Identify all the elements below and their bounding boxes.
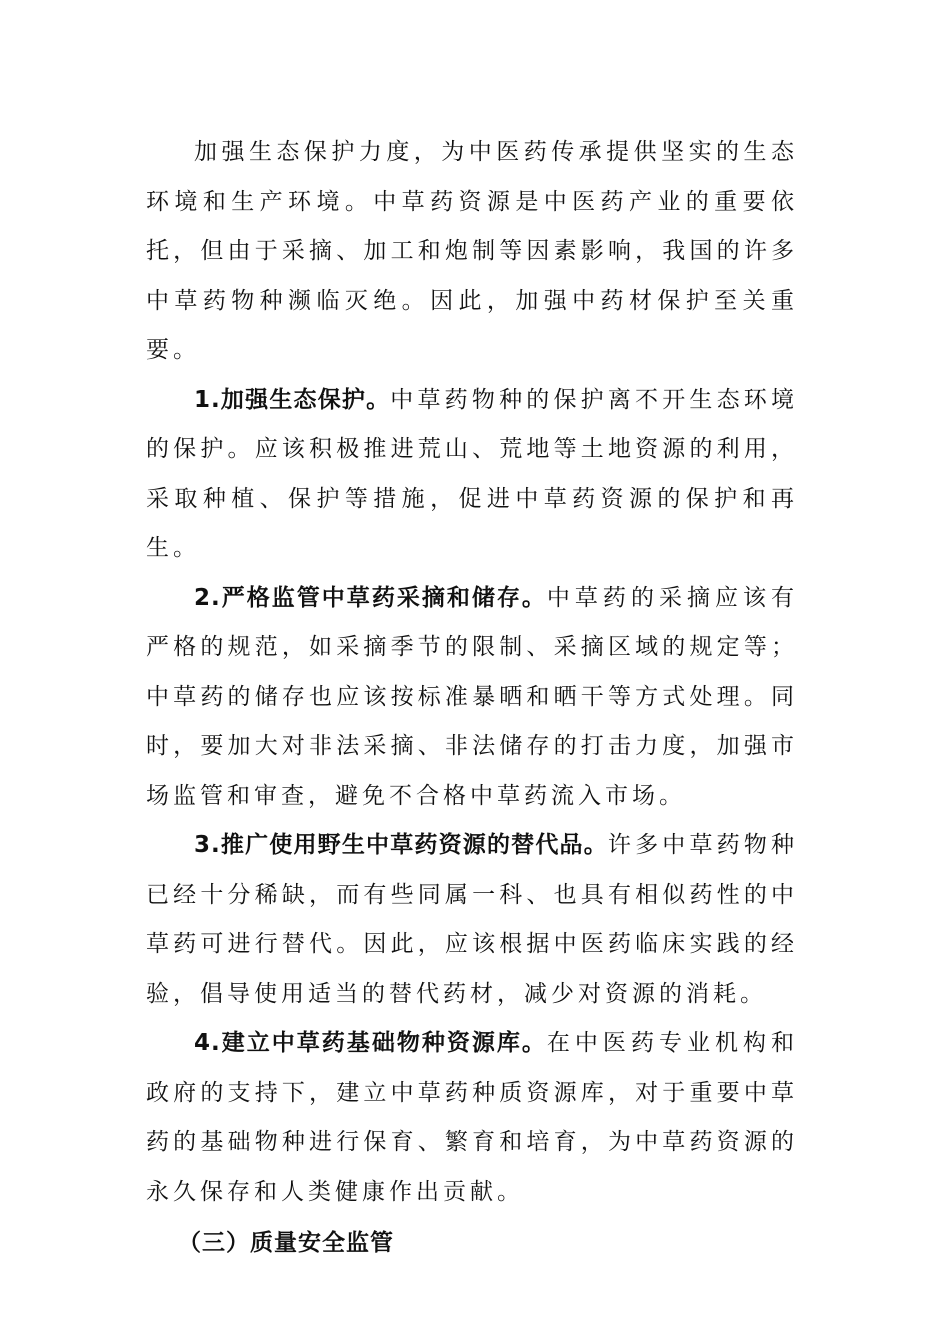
document-body	[146, 128, 798, 1269]
item-paragraph-1	[146, 376, 798, 574]
item-paragraph-4	[146, 1019, 798, 1217]
section-heading: （三）质量安全监管	[178, 1230, 394, 1256]
intro-paragraph: 加强生态保护力度，为中医药传承提供坚实的生态环境和生产环境。中草药资源是中医药产业的重要依托，但由于采摘、加工和炮制等因素影响，我国的许多中草药物种濒临灭绝。因此，加强中药材保护至关重要。	[146, 139, 798, 363]
item-text-3: 许多中草药物种已经十分稀缺，而有些同属一科、也具有相似药性的中草药可进行替代。因此，应该根据中医药临床实践的经验，倡导使用适当的替代药材，减少对资源的消耗。	[146, 832, 798, 1007]
item-text-4: 在中医药专业机构和政府的支持下，建立中草药种质资源库，对于重要中草药的基础物种进行保育、繁育和培育，为中草药资源的永久保存和人类健康作出贡献。	[146, 1030, 798, 1205]
item-lead-1: 1.加强生态保护。	[194, 386, 391, 413]
item-paragraph-2	[146, 574, 798, 822]
item-paragraph-3	[146, 821, 798, 1019]
item-text-2: 中草药的采摘应该有严格的规范，如采摘季节的限制、采摘区域的规定等；中草药的储存也应该按标准暴晒和晒干等方式处理。同时，要加大对非法采摘、非法储存的打击力度，加强市场监管和审查，避免不合格中草药流入市场。	[146, 584, 798, 809]
item-text-1: 中草药物种的保护离不开生态环境的保护。应该积极推进荒山、荒地等土地资源的利用，采取种植、保护等措施，促进中草药资源的保护和再生。	[146, 386, 799, 561]
item-lead-3: 3.推广使用野生中草药资源的替代品。	[194, 832, 608, 858]
item-lead-4: 4.建立中草药基础物种资源库。	[194, 1030, 547, 1056]
item-lead-2: 2.严格监管中草药采摘和储存。	[194, 584, 547, 611]
